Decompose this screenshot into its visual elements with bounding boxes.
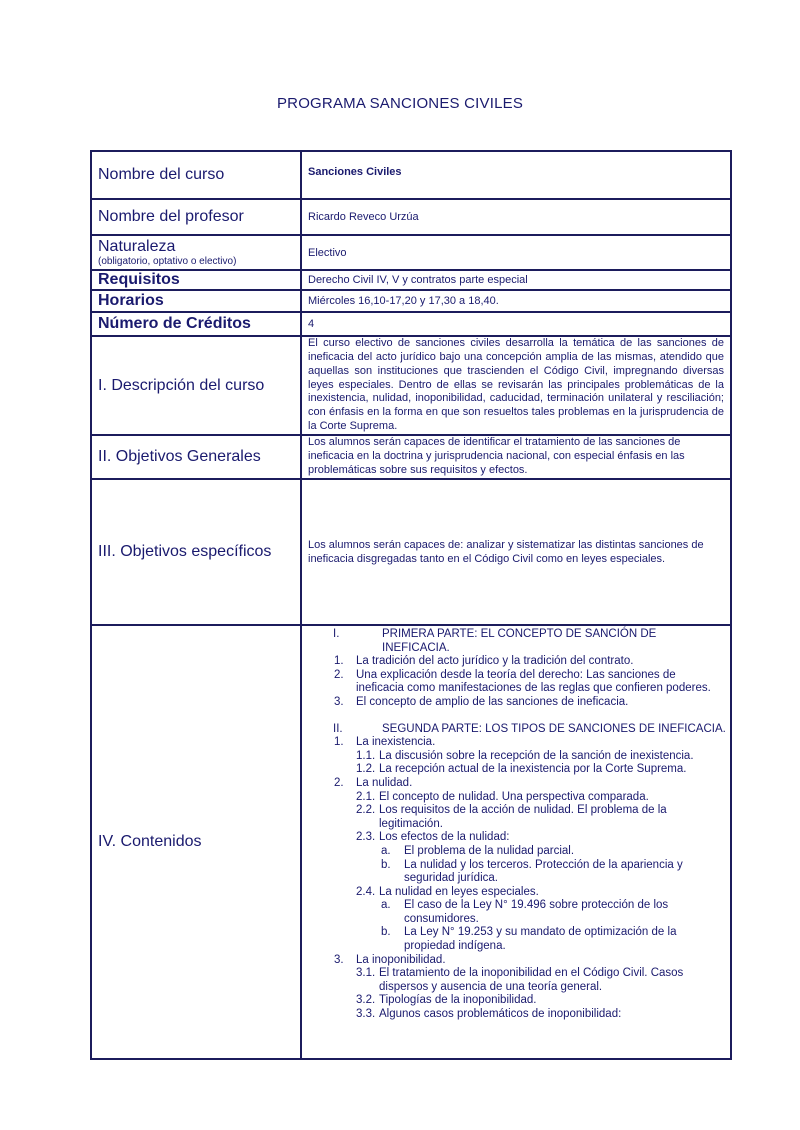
part-heading: I. PRIMERA PARTE: EL CONCEPTO DE SANCIÓN DE INEFICACIA.	[333, 628, 657, 654]
nature-label: Naturaleza	[98, 238, 176, 255]
contents-label: IV. Contenidos	[91, 625, 301, 1059]
list-item: 2. Una explicación desde la teoría del derecho: Las sanciones de ineficacia como manifestaciones de las reglas que confieren poderes.	[334, 668, 711, 695]
specific-objectives-label: III. Objetivos específicos	[91, 479, 301, 625]
list-item: 3. El concepto de amplio de las sanciones de ineficacia.	[334, 695, 629, 708]
table-row	[91, 199, 731, 235]
nature-value: Electivo	[301, 235, 731, 270]
list-item: 3.3. Algunos casos problemáticos de inoponibilidad:	[356, 1008, 622, 1021]
list-item: 1.2. La recepción actual de la inexistencia por la Corte Suprema.	[356, 763, 687, 776]
list-item: 2.3. Los efectos de la nulidad:	[356, 831, 510, 844]
table-row	[91, 625, 731, 1059]
program-table	[90, 150, 732, 1060]
professor-value: Ricardo Reveco Urzúa	[301, 199, 731, 235]
list-item: a. El problema de la nulidad parcial.	[381, 844, 575, 857]
list-item: a. El caso de la Ley N° 19.496 sobre protección de los consumidores.	[381, 899, 669, 925]
requirements-value: Derecho Civil IV, V y contratos parte especial	[301, 270, 731, 290]
nature-cell	[91, 235, 301, 270]
table-row	[91, 479, 731, 625]
list-item: 1.1. La discusión sobre la recepción de la sanción de inexistencia.	[356, 749, 694, 762]
requirements-label: Requisitos	[91, 270, 301, 290]
professor-label: Nombre del profesor	[91, 199, 301, 235]
list-item: 2.4. La nulidad en leyes especiales.	[356, 885, 539, 898]
general-objectives-label: II. Objetivos Generales	[91, 435, 301, 479]
page-title: PROGRAMA SANCIONES CIVILES	[276, 95, 524, 112]
contents-list	[302, 626, 730, 1022]
table-row	[91, 312, 731, 336]
part-heading: II. SEGUNDA PARTE: LOS TIPOS DE SANCIONES DE INEFICACIA.	[333, 722, 726, 735]
credits-label: Número de Créditos	[91, 312, 301, 336]
description-value: El curso electivo de sanciones civiles desarrolla la temática de las sanciones de ineficacia del acto jurídico bajo una concepción amplia de las mismas, atendido que aquellas son instituciones que trascienden el Código Civil, impregnando diversas leyes especiales. Dentro de ellas se revisarán las principales problemáticas de la inexistencia, nulidad, inoponibilidad, caducidad, terminación unilateral y resciliación; con énfasis en la forma en que son resueltos tales problemas en la jurisprudencia de la Corte Suprema.	[301, 336, 731, 435]
list-item: 3.2. Tipologías de la inoponibilidad.	[356, 994, 537, 1007]
table-row	[91, 290, 731, 312]
table-row	[91, 270, 731, 290]
credits-value: 4	[301, 312, 731, 336]
specific-objectives-value: Los alumnos serán capaces de: analizar y sistematizar las distintas sanciones de ineficacia disgregadas tanto en el Código Civil como en leyes especiales.	[301, 479, 731, 625]
nature-sublabel: (obligatorio, optativo o electivo)	[98, 256, 237, 267]
schedule-value: Miércoles 16,10-17,20 y 17,30 a 18,40.	[301, 290, 731, 312]
course-name-label: Nombre del curso	[91, 151, 301, 199]
general-objectives-value: Los alumnos serán capaces de identificar el tratamiento de las sanciones de ineficacia en la doctrina y jurisprudencia nacional, con especial énfasis en las problemáticas sobre sus requisitos y efectos.	[301, 435, 731, 479]
list-item: 2.1. El concepto de nulidad. Una perspectiva comparada.	[356, 790, 649, 803]
schedule-label: Horarios	[91, 290, 301, 312]
table-row	[91, 151, 731, 199]
list-item: 2.2. Los requisitos de la acción de nulidad. El problema de la legitimación.	[356, 804, 667, 830]
list-item: 3.1. El tratamiento de la inoponibilidad en el Código Civil. Casos dispersos y ausencia de una teoría general.	[356, 967, 684, 993]
list-item: b. La Ley N° 19.253 y su mandato de optimización de la propiedad indígena.	[381, 926, 677, 953]
description-label: I. Descripción del curso	[91, 336, 301, 435]
table-row	[91, 336, 731, 435]
list-item: 1. La tradición del acto jurídico y la tradición del contrato.	[334, 655, 634, 668]
table-row	[91, 435, 731, 479]
list-item: 1. La inexistencia.	[334, 736, 436, 749]
course-name-value: Sanciones Civiles	[301, 151, 731, 199]
list-item: b. La nulidad y los terceros. Protección de la apariencia y seguridad jurídica.	[381, 858, 683, 885]
table-row	[91, 235, 731, 270]
list-item: 3. La inoponibilidad.	[334, 953, 446, 966]
list-item: 2. La nulidad.	[334, 776, 413, 789]
contents-cell	[301, 625, 731, 1059]
